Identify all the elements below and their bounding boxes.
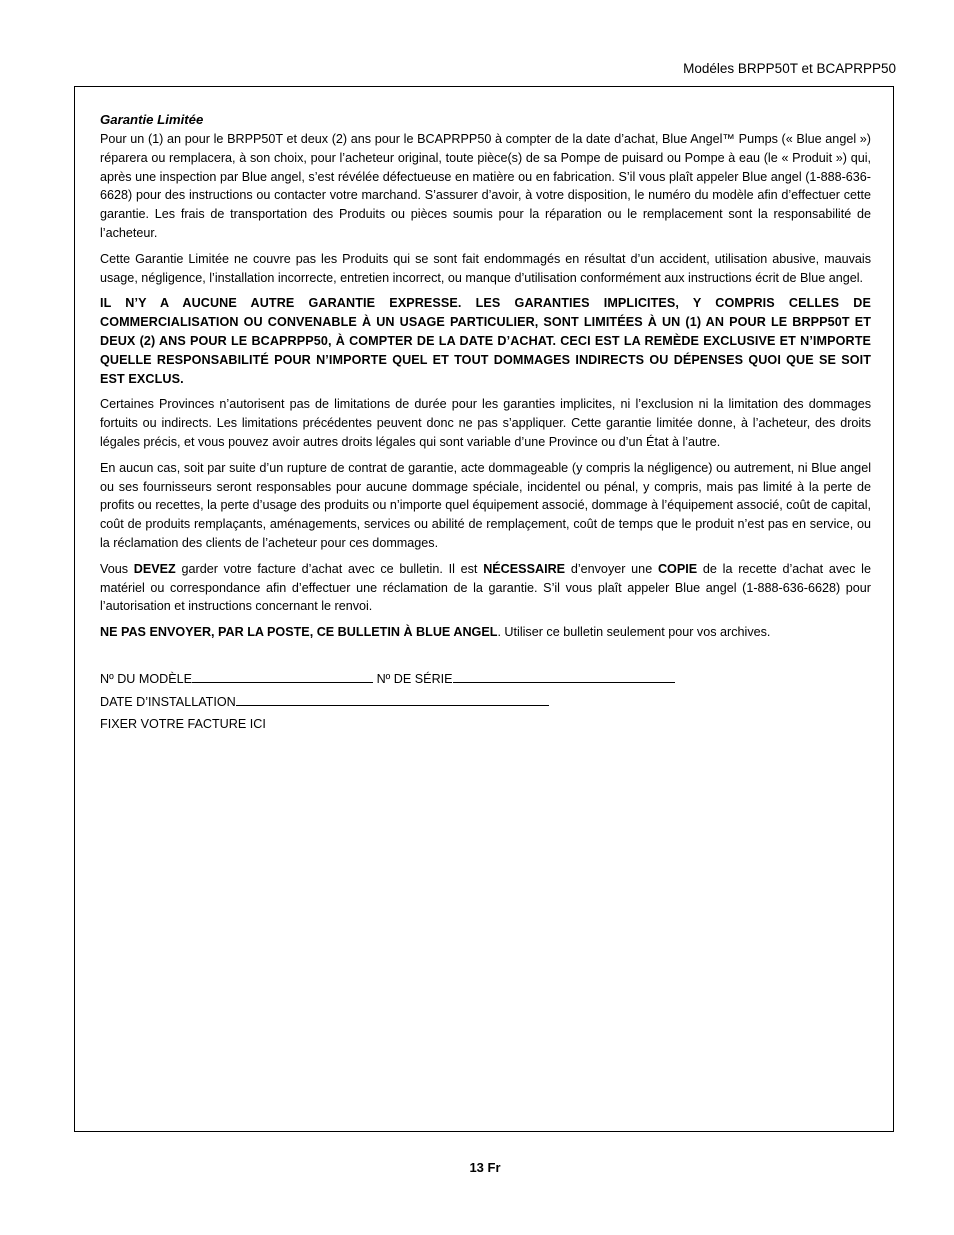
warranty-paragraph-receipt xyxy=(100,560,871,616)
receipt-necessaire: NÉCESSAIRE xyxy=(483,561,566,576)
warranty-paragraph-exclusions: Cette Garantie Limitée ne couvre pas les Produits qui se sont fait endommagés en résultat d’un accident, utilisation abusive, mauvais usage, négligence, l’installation incorrecte, entretien incorrect, ou manque d’utilisation conformément aux instructions écrit de Blue angel. xyxy=(100,251,871,285)
warranty-paragraph-disclaimer: IL N’Y A AUCUNE AUTRE GARANTIE EXPRESSE. LES GARANTIES IMPLICITES, Y COMPRIS CELLES DE COMMERCIALISATION OU CONVENABLE À UN USAGE PARTICULIER, SONT LIMITÉES À UN (1) AN POUR LE BRPP50T ET DEUX (2) ANS POUR LE BCAPRPP50, À COMPTER DE LA DATE D’ACHAT. CECI EST LA REMÈDE EXCLUSIVE ET N’IMPORTE QUELLE RESPONSABILITÉ POUR N’IMPORTE QUEL ET TOUT DOMMAGES INDIRECTS OU DÉPENSES QUOI QUE SE SOIT EST EXCLUS. xyxy=(100,296,871,386)
warranty-paragraph-coverage: Pour un (1) an pour le BRPP50T et deux (2) ans pour le BCAPRPP50 à compter de la date d’achat, Blue Angel™ Pumps (« Blue angel ») réparera ou remplacera, à son choix, pour l’acheteur original, toute pièce(s) de sa Pompe de puisard ou Pompe à eau (le « Produit ») qui, après une inspection par Blue angel, s’est révélée défectueuse en matière ou en fabrication. S’il vous plaît appeler Blue angel (1-888-636-6628) pour des instructions ou contacter votre marchand. S’assurer d’avoir, à votre disposition, le numéro du modèle afin d’effectuer cette garantie. Les frais de transportation des Produits ou pièces soumis pour la réparation ou le remplacement sont la responsabilité de l’acheteur. xyxy=(100,132,871,240)
form-line-model-serial xyxy=(100,669,871,692)
warranty-paragraph-mail-notice xyxy=(100,623,871,642)
warranty-content xyxy=(100,111,871,738)
header-models: Modéles BRPP50T et BCAPRPP50 xyxy=(683,61,896,76)
receipt-text-e: d’envoyer une xyxy=(565,561,658,576)
warranty-frame xyxy=(74,86,894,1132)
receipt-text-c: garder votre facture d’achat avec ce bulletin. Il est xyxy=(175,561,484,576)
install-date-blank[interactable] xyxy=(236,692,549,706)
warranty-title: Garantie Limitée xyxy=(100,112,204,127)
model-number-blank[interactable] xyxy=(192,669,373,683)
model-number-label: Nº DU MODÈLE xyxy=(100,671,193,686)
registration-form xyxy=(100,669,871,738)
form-line-attach-invoice xyxy=(100,715,871,738)
mail-notice-bold: NE PAS ENVOYER, PAR LA POSTE, CE BULLETIN À BLUE ANGEL xyxy=(100,625,498,640)
page-number: 13 Fr xyxy=(469,1160,501,1175)
warranty-paragraph-liability: En aucun cas, soit par suite d’un rupture de contrat de garantie, acte dommageable (y compris la négligence) ou autrement, ni Blue angel ou ses fournisseurs seront responsables pour aucune dommage spéciale, incidentel ou pénal, y compris, mais pas limité à la perte de profits ou recettes, la perte d’usage des produits ou n’importe quel équipement associé, dommage à l’équipement associé, coût de capital, coût de produits remplaçants, aménagements, services ou abilité de remplaçement, coût de temps que le produit n’est pas en service, ou la réclamation des clients de l’acheteur pour ces dommages. xyxy=(100,460,871,550)
form-line-install-date xyxy=(100,692,871,715)
receipt-copie: COPIE xyxy=(657,561,698,576)
install-date-label: DATE D’INSTALLATION xyxy=(100,694,236,709)
serial-number-label: Nº DE SÉRIE xyxy=(373,671,453,686)
warranty-paragraph-provinces: Certaines Provinces n’autorisent pas de limitations de durée pour les garanties implicites, ni l’exclusion ni la limitation des dommages fortuits ou indirects. Les limitations précédentes peuvent donc ne pas s’appliquer. Cette garantie limitée donne, à l’acheteur, des droits légales précis, et vous pouvez avoir autres droits légales qui sont variable d’une Province ou d’un État à l’autre. xyxy=(100,397,871,449)
attach-invoice-label: FIXER VOTRE FACTURE ICI xyxy=(100,716,266,731)
mail-notice-rest: . Utiliser ce bulletin seulement pour vos archives. xyxy=(497,625,771,640)
serial-number-blank[interactable] xyxy=(453,669,675,683)
receipt-text-a: Vous xyxy=(100,561,134,576)
receipt-devez: DEVEZ xyxy=(133,561,176,576)
receipt-text-g: de la recette d’achat avec le matériel ou correspondance afin d’effectuer une réclamation de la garantie. S’il vous plaît appeler Blue angel (1-888-636-6628) pour l’autorisation et instructions concernant le renvoi. xyxy=(100,561,871,614)
